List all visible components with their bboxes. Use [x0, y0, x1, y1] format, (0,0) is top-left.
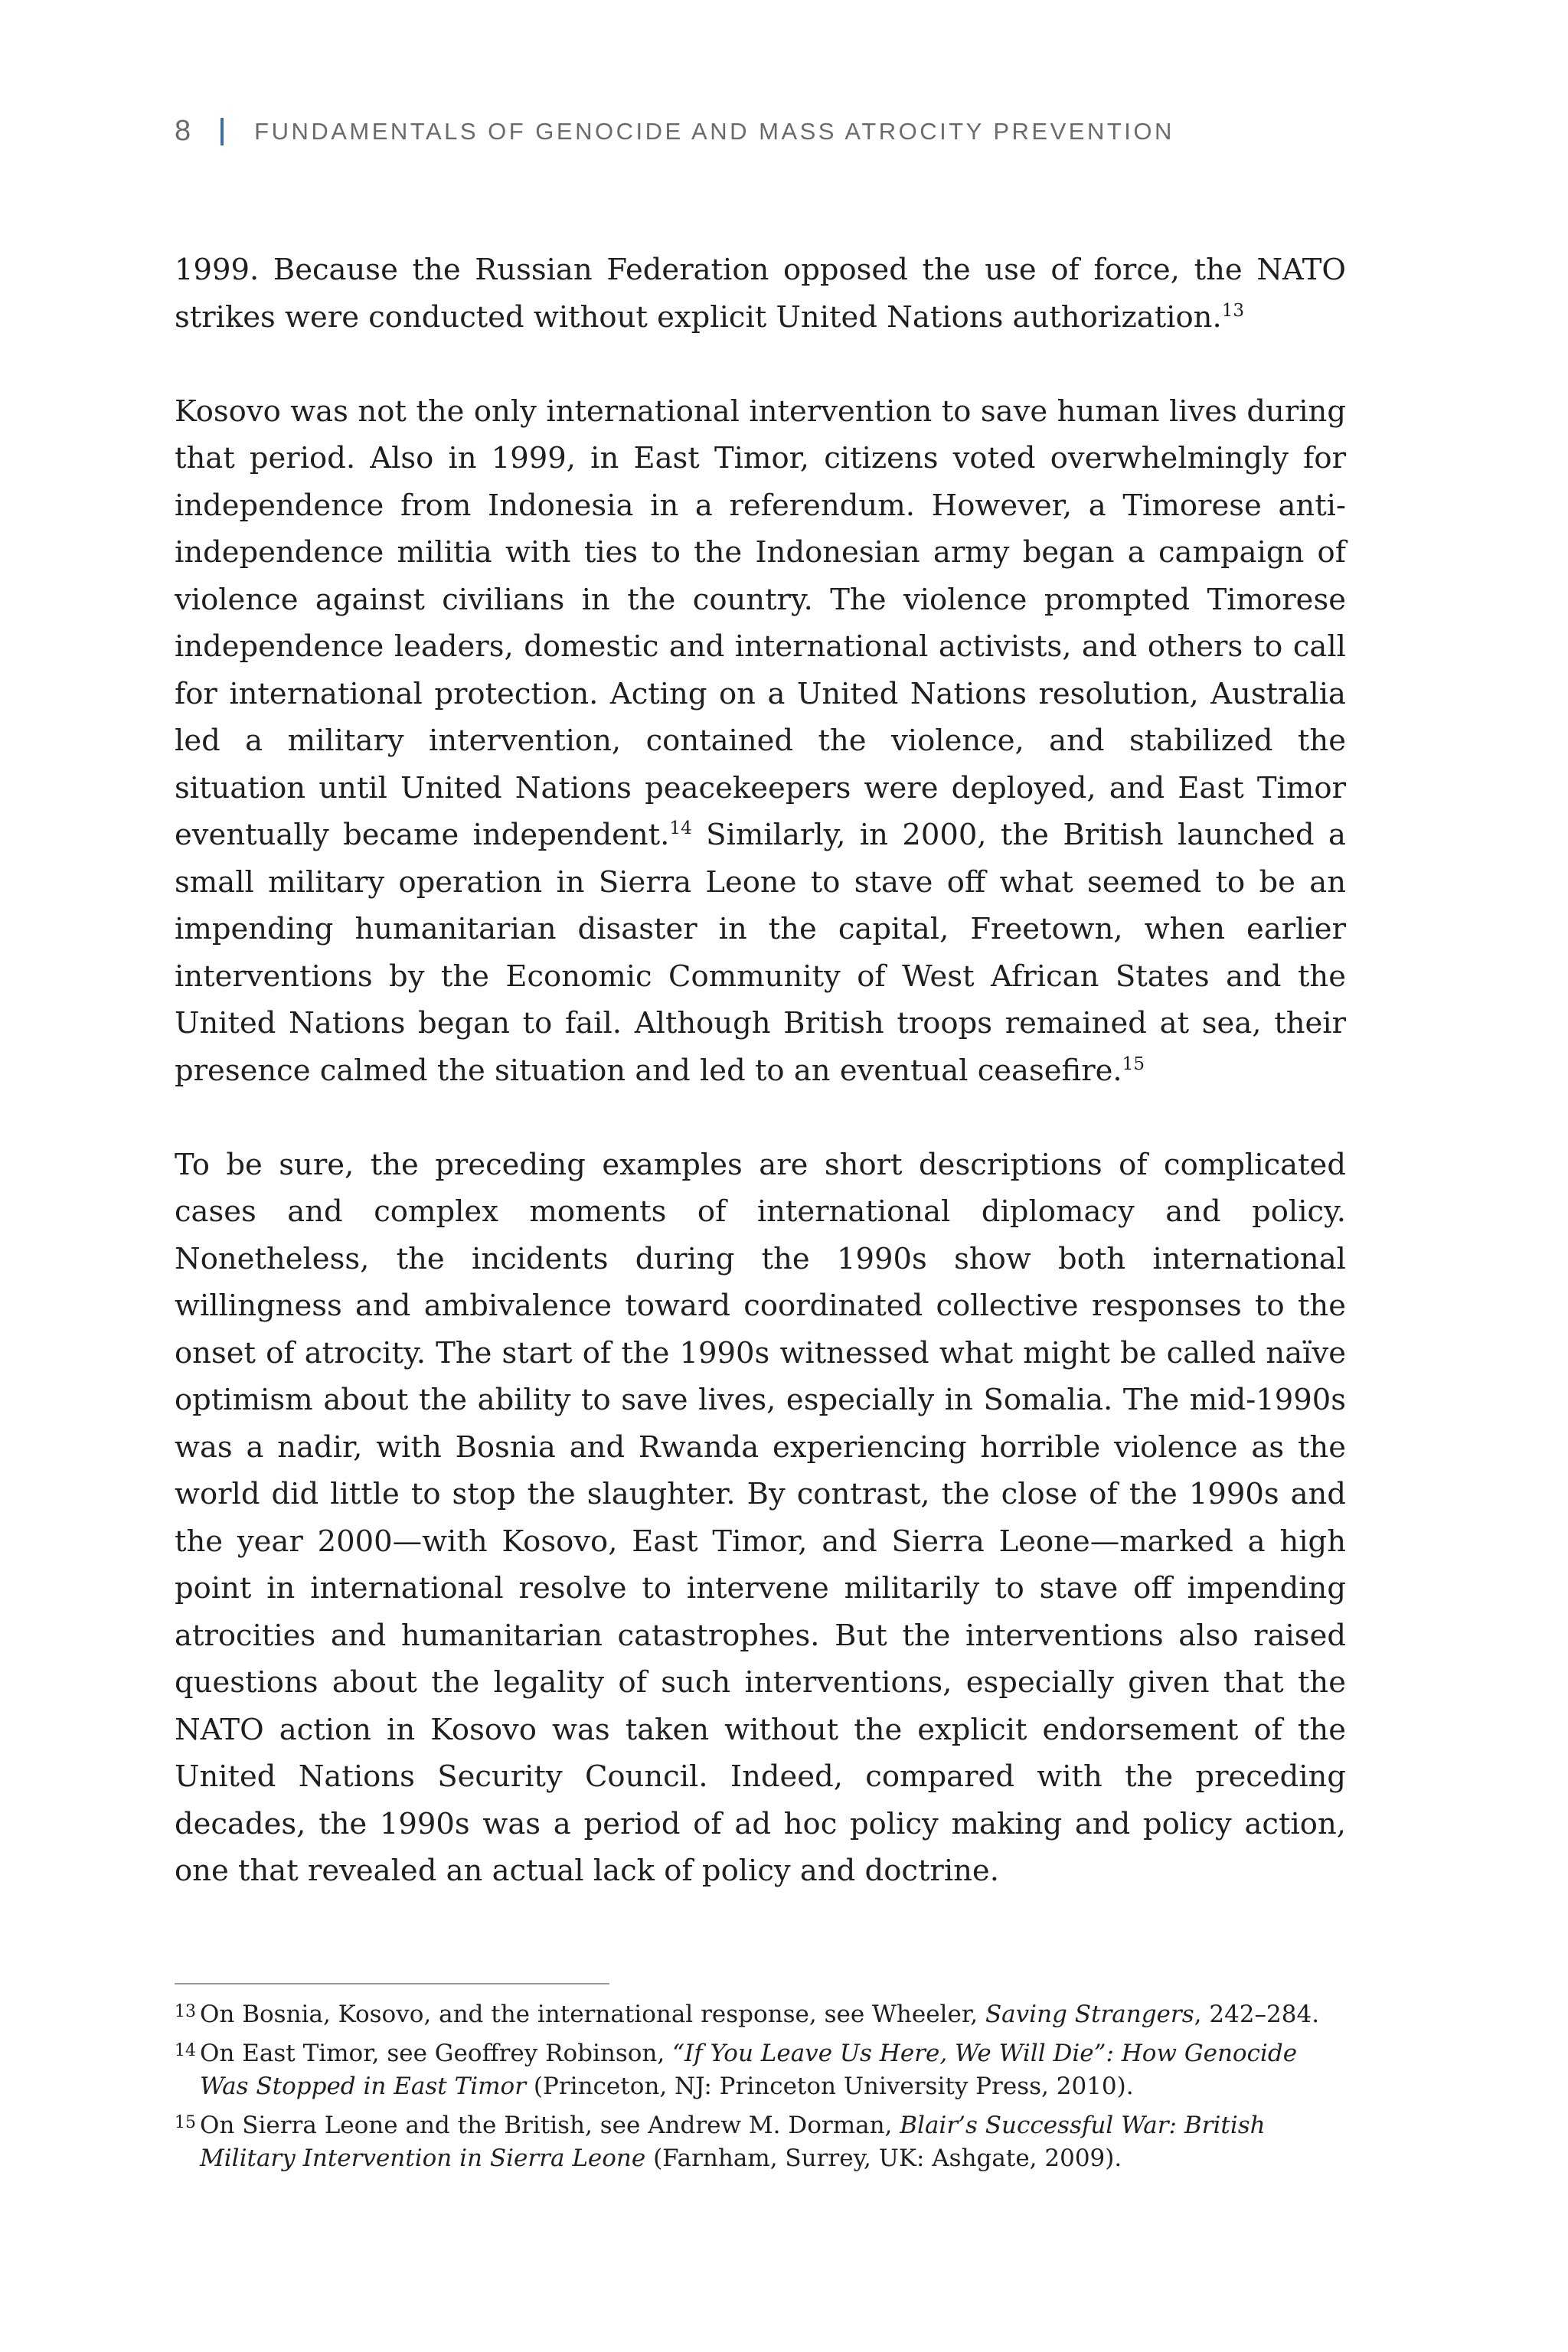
- footnote-ref-13: 13: [1221, 300, 1245, 321]
- footnote-number: 14: [175, 2041, 196, 2060]
- footnote-number: 15: [175, 2113, 196, 2132]
- footnote-text-end: (Princeton, NJ: Princeton University Press, 2010).: [526, 2073, 1134, 2100]
- footnote-source-title: Saving Strangers: [985, 2001, 1194, 2028]
- paragraph-1-text: 1999. Because the Russian Federation opposed the use of force, the NATO strikes were conducted without explicit United Nations authorization.: [175, 253, 1346, 335]
- main-text: [175, 247, 1346, 1942]
- header-separator: [220, 118, 224, 145]
- footnote-ref-14: 14: [669, 818, 692, 839]
- paragraph-3: [175, 1142, 1346, 1895]
- footnote-ref-15: 15: [1122, 1054, 1145, 1074]
- paragraph-2: [175, 388, 1346, 1095]
- footnote-14: [175, 2037, 1346, 2103]
- footnote-text: On Sierra Leone and the British, see Andrew M. Dorman,: [200, 2112, 900, 2139]
- footnote-15: [175, 2109, 1346, 2175]
- footnote-number: 13: [175, 2002, 196, 2021]
- book-title: FUNDAMENTALS OF GENOCIDE AND MASS ATROCITY PREVENTION: [254, 117, 1174, 145]
- footnote-divider: [175, 1983, 609, 1984]
- paragraph-1: [175, 247, 1346, 341]
- footnote-source-title: “If You Leave Us Here, We Will Die”: How Genocide Was Stopped in East Timor: [200, 2040, 1298, 2100]
- footnote-text-end: (Farnham, Surrey, UK: Ashgate, 2009).: [645, 2145, 1122, 2172]
- footnote-text: On Bosnia, Kosovo, and the international response, see Wheeler,: [200, 2001, 985, 2028]
- paragraph-2-text-a: Kosovo was not the only international intervention to save human lives during that period. Also in 1999, in East Timor, citizens voted overwhelmingly for independence from Indonesia in a referendum. However, a Timorese anti-independence militia with ties to the Indonesian army began a campaign of violence against civilians in the country. The violence prompted Timorese independence leaders, domestic and international activists, and others to call for international protection. Acting on a United Nations resolution, Australia led a military intervention, contained the violence, and stabilized the situation until United Nations peacekeepers were deployed, and East Timor eventually became independent.: [175, 394, 1346, 852]
- paragraph-2-text-b: Similarly, in 2000, the British launched a small military operation in Sierra Leone to stave off what seemed to be an impending humanitarian disaster in the capital, Freetown, when earlier interventions by the Economic Community of West African States and the United Nations began to fail. Although British troops remained at sea, their presence calmed the situation and led to an eventual ceasefire.: [175, 818, 1346, 1088]
- paragraph-3-text: To be sure, the preceding examples are short descriptions of complicated cases and complex moments of international diplomacy and policy. Nonetheless, the incidents during the 1990s show both international willingness and ambivalence toward coordinated collective responses to the onset of atrocity. The start of the 1990s witnessed what might be called naïve optimism about the ability to save lives, especially in Somalia. The mid-1990s was a nadir, with Bosnia and Rwanda experiencing horrible violence as the world did little to stop the slaughter. By contrast, the close of the 1990s and the year 2000—with Kosovo, East Timor, and Sierra Leone—marked a high point in international resolve to intervene militarily to stave off impending atrocities and humanitarian catastrophes. But the interventions also raised questions about the legality of such interventions, especially given that the NATO action in Kosovo was taken without the explicit endorsement of the United Nations Security Council. Indeed, compared with the preceding decades, the 1990s was a period of ad hoc policy making and policy action, one that revealed an actual lack of policy and doctrine.: [175, 1147, 1346, 1888]
- page-number: 8: [175, 115, 192, 147]
- footnote-source-title: Blair’s Successful War: British Military Intervention in Sierra Leone: [200, 2112, 1266, 2172]
- footnote-13: [175, 1998, 1346, 2031]
- footnotes: [175, 1998, 1346, 2181]
- footnote-text-end: , 242–284.: [1194, 2001, 1320, 2028]
- running-head: [175, 115, 1174, 148]
- footnote-text: On East Timor, see Geoffrey Robinson,: [200, 2040, 673, 2067]
